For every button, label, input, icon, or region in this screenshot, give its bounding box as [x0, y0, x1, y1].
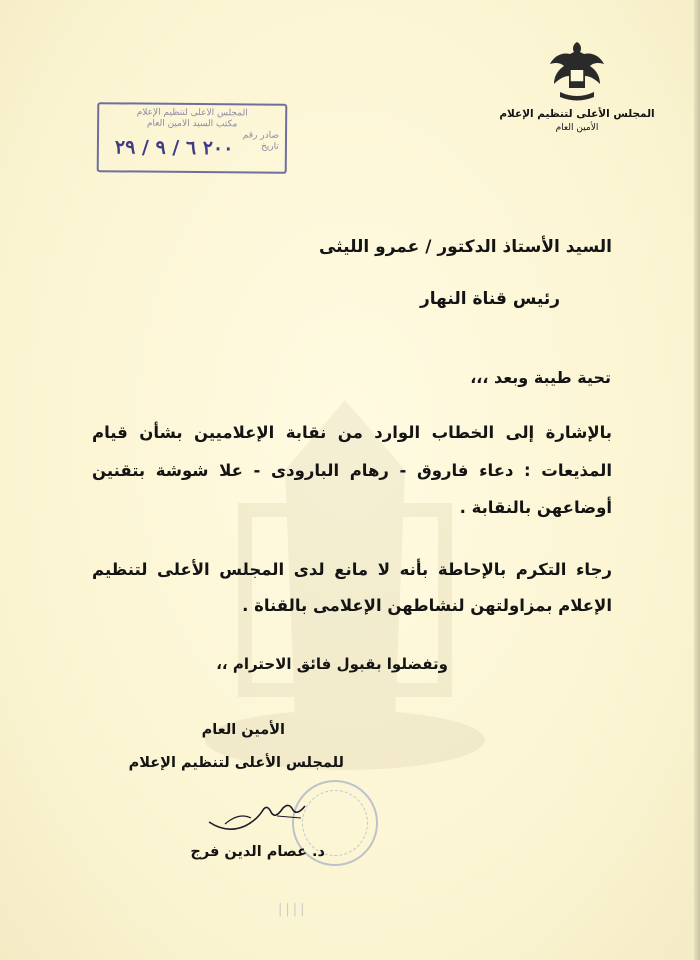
addressee: السيد الأستاذ الدكتور / عمرو الليثى — [318, 237, 612, 257]
council-name: المجلس الأعلى لتنظيم الإعلام — [499, 108, 655, 120]
closing: وتفضلوا بقبول فائق الاحترام ،، — [216, 655, 448, 673]
handwritten-signature — [205, 796, 315, 838]
body-paragraph-1: بالإشارة إلى الخطاب الوارد من نقابة الإعلاميين بشأن قيام المذيعات : دعاء فاروق - رهام البارودى - علا شوشة بتقنين أوضاعهن بالنقابة . — [92, 423, 612, 517]
signatory-name: د. عصام الدين فرج — [190, 844, 325, 860]
stamp-line-4: تاريخ — [260, 141, 279, 152]
body-paragraph-2: رجاء التكرم بالإحاطة بأنه لا مانع لدى المجلس الأعلى لتنظيم الإعلام بمزاولتهن لنشاطهن الإعلامى بالقناة . — [92, 560, 612, 615]
office-title: الأمين العام — [555, 123, 599, 133]
signatory-organization: للمجلس الأعلى لتنظيم الإعلام — [128, 755, 344, 771]
stamp-line-1: المجلس الأعلى لتنظيم الإعلام — [136, 107, 248, 119]
stamp-handwritten-date: ٢٠٠ ٦ / ٩ / ٢٩ — [114, 136, 234, 160]
page-edge — [694, 0, 700, 960]
signatory-title: الأمين العام — [201, 722, 285, 738]
stamp-line-3: صادر رقم — [242, 130, 280, 141]
greeting: تحية طيبة وبعد ،،، — [470, 368, 611, 387]
egypt-eagle-emblem-icon — [548, 40, 606, 104]
registration-stamp — [97, 102, 288, 174]
stamp-line-2: مكتب السيد الأمين العام — [146, 118, 238, 130]
addressee-title: رئيس قناة النهار — [419, 289, 560, 309]
faint-stamp-mark: |||| — [278, 902, 308, 917]
letterhead — [492, 40, 662, 133]
